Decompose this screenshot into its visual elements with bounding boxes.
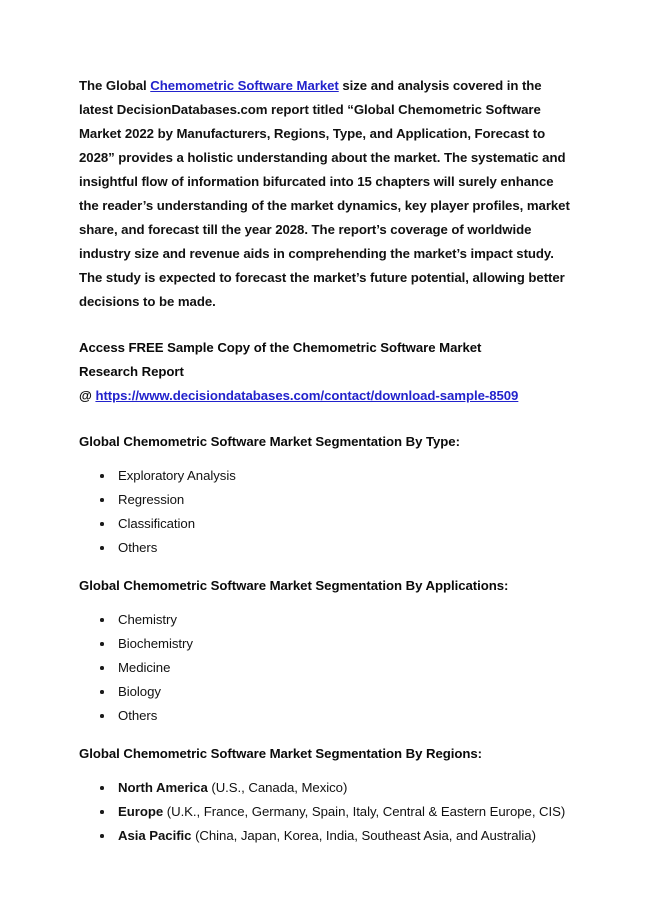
sample-copy-url-line <box>79 384 571 408</box>
segmentation-by-type-section <box>79 430 571 560</box>
list-item <box>79 800 570 824</box>
download-sample-link[interactable]: https://www.decisiondatabases.com/contact/download-sample-8509 <box>95 388 519 403</box>
intro-text-after-link: size and analysis covered in the latest DecisionDatabases.com report titled “Global Chemometric Software Market 2022 by Manufacturers, Regions, Type, and Application, Forecast to 2028” provides a holistic understanding about the market. The systematic and insightful flow of information bifurcated into 15 chapters will surely enhance the reader’s understanding of the market dynamics, key player profiles, market share, and forecast till the year 2028. The report’s coverage of worldwide industry size and revenue aids in comprehending the market’s impact study. The study is expected to forecast the market’s future potential, allowing better decisions to be made. <box>79 78 570 309</box>
region-detail: (U.K., France, Germany, Spain, Italy, Central & Eastern Europe, CIS) <box>163 804 566 819</box>
segmentation-by-regions-list <box>79 776 571 848</box>
chemometric-software-market-link[interactable]: Chemometric Software Market <box>150 78 339 93</box>
list-item <box>79 512 571 536</box>
bullet-icon <box>100 690 104 694</box>
list-item-label: Biochemistry <box>118 636 193 651</box>
sample-copy-heading-line2: Research Report <box>79 364 184 379</box>
list-item <box>79 464 571 488</box>
segmentation-by-type-heading: Global Chemometric Software Market Segmentation By Type: <box>79 434 460 449</box>
list-item-label: Exploratory Analysis <box>118 468 236 483</box>
spacer <box>79 728 571 742</box>
list-item-label: Classification <box>118 516 195 531</box>
region-detail: (China, Japan, Korea, India, Southeast Asia, and Australia) <box>191 828 536 843</box>
list-item-label: Regression <box>118 492 185 507</box>
segmentation-by-applications-section <box>79 574 571 728</box>
list-item <box>79 536 571 560</box>
list-item <box>79 656 571 680</box>
bullet-icon <box>100 810 104 814</box>
segmentation-by-type-list <box>79 464 571 560</box>
bullet-icon <box>100 546 104 550</box>
list-item-label: Chemistry <box>118 612 177 627</box>
bullet-icon <box>100 618 104 622</box>
spacer <box>79 560 571 574</box>
list-item <box>79 776 570 800</box>
bullet-icon <box>100 498 104 502</box>
bullet-icon <box>100 834 104 838</box>
at-symbol: @ <box>79 388 96 403</box>
region-detail: (U.S., Canada, Mexico) <box>207 780 348 795</box>
list-item-label: Others <box>118 708 158 723</box>
region-name: Asia Pacific <box>118 828 192 843</box>
list-item-label: Biology <box>118 684 161 699</box>
bullet-icon <box>100 474 104 478</box>
list-item <box>79 824 570 848</box>
spacer <box>79 314 571 336</box>
list-item <box>79 632 571 656</box>
segmentation-by-applications-list <box>79 608 571 728</box>
sample-copy-section <box>79 336 571 408</box>
list-item <box>79 704 571 728</box>
bullet-icon <box>100 642 104 646</box>
list-item <box>79 488 571 512</box>
list-item-label: Medicine <box>118 660 171 675</box>
bullet-icon <box>100 666 104 670</box>
list-item-label: Others <box>118 540 158 555</box>
intro-paragraph <box>79 74 573 314</box>
bullet-icon <box>100 522 104 526</box>
list-item <box>79 608 571 632</box>
bullet-icon <box>100 714 104 718</box>
bullet-icon <box>100 786 104 790</box>
spacer <box>79 766 571 776</box>
spacer <box>79 408 571 430</box>
list-item <box>79 680 571 704</box>
intro-text-before-link: The Global <box>79 78 151 93</box>
segmentation-by-applications-heading: Global Chemometric Software Market Segmentation By Applications: <box>79 578 509 593</box>
segmentation-by-regions-section <box>79 742 571 848</box>
spacer <box>79 454 571 464</box>
sample-copy-heading-line1: Access FREE Sample Copy of the Chemometric Software Market <box>79 340 482 355</box>
segmentation-by-regions-heading: Global Chemometric Software Market Segmentation By Regions: <box>79 746 483 761</box>
region-name: Europe <box>118 804 164 819</box>
spacer <box>79 598 571 608</box>
region-name: North America <box>118 780 208 795</box>
